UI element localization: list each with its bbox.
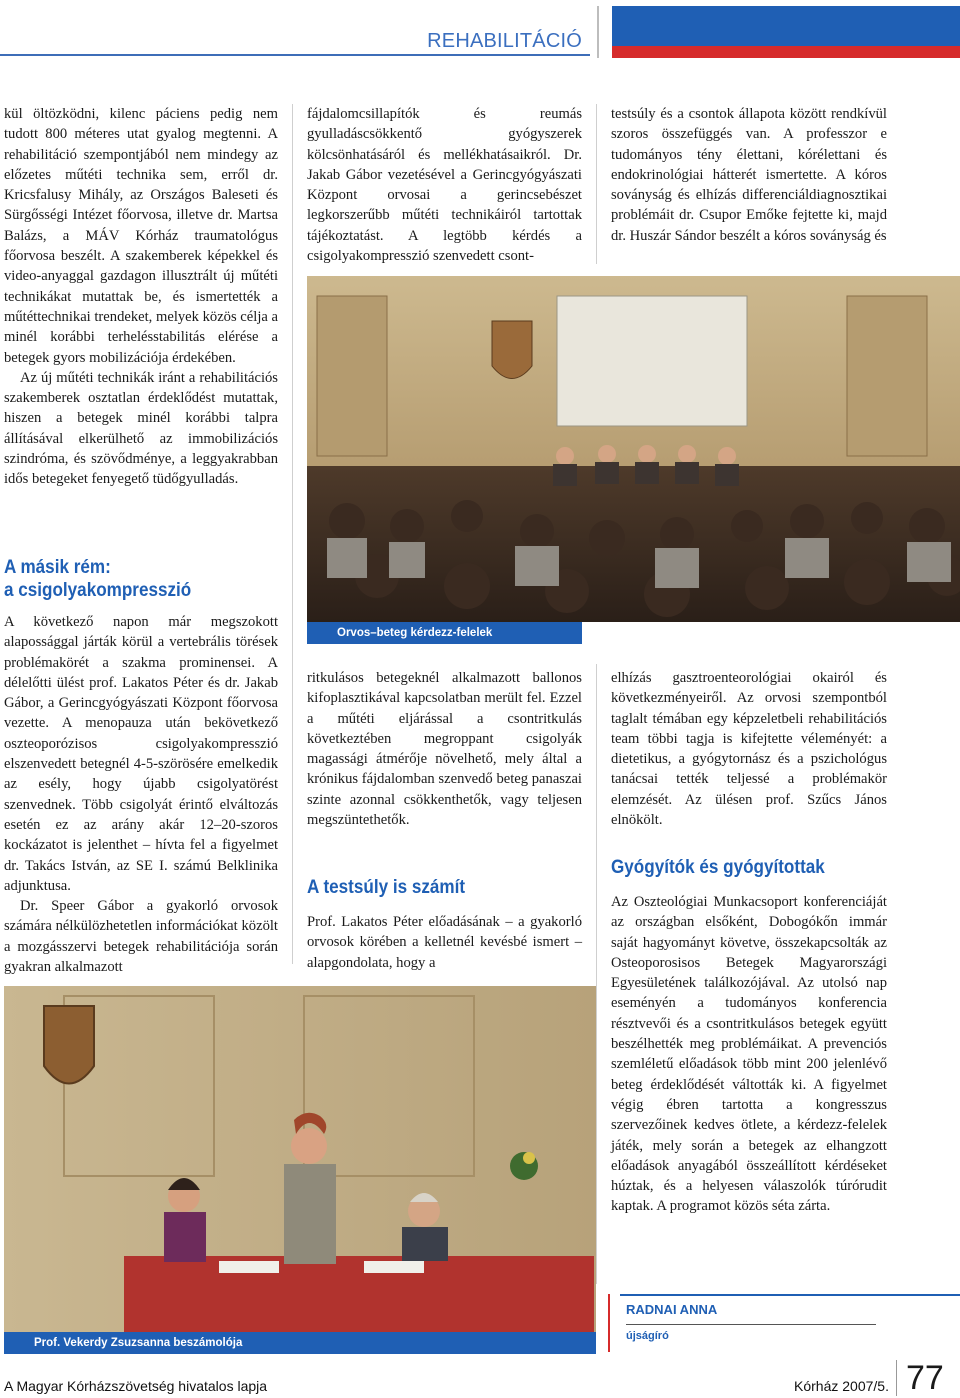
header-divider: [597, 6, 599, 58]
article-column-1-bottom: [4, 612, 278, 977]
paragraph: Prof. Lakatos Péter előadásának – a gyakorló orvosok körében a kelletnél kevésbé ismert – alapgondolata, hogy a: [307, 914, 582, 971]
paragraph: Dr. Speer Gábor a gyakorló orvosok számára nélkülözhetetlen információkat közölt a mozgásszervi betegek rehabilitációja során gyakran alkalmazott: [4, 898, 278, 976]
audience-photo-image: [307, 276, 960, 622]
paragraph: testsúly és a csontok állapota között rendkívül szoros összefüggés van. A professzor e tudományos tény élettani, kórélettani és endokrinológiai hátterét ismertette. A kóros soványság és elhízás differenciáldiagnosztikai problémáit dr. Csupor Emőke fejtette ki, majd dr. Huszár Sándor beszélt a kóros soványság és: [611, 106, 887, 244]
article-column-3-bottom: [611, 668, 887, 830]
paragraph: Az Oszteológiai Munkacsoport konferenciáját az országban elsőként, Dobogókőn immár saját hagyományt követve, összekapcsolták az Osteoporosisos Betegek Magyarországi Egyesületének találkozójával. Az utolsó nap eseményén a tudományos konferencia résztvevői és a csontritkulásos betegek együtt beszélhették meg problémáikat. A prevenciós szemléletű előadások több mint 200 jelenlévő beteg érdeklődését váltották ki. A figyelmet végig ébren tartotta a kongresszus szervezőinek kedves ötlete, a kérdezz-felelek játék, mely során a betegek az elhangzott előadások anyagából összeállított kérdéseket húztak, és a helyesen válaszolók túrórudit kaptak. A programot közös séta zárta.: [611, 894, 887, 1215]
page-number: 77: [906, 1359, 944, 1397]
paragraph: ritkulásos betegeknél alkalmazott ballonos kifoplasztikával kapcsolatban merült fel. Ezzel a műtéti eljárással a csontritkulás következtében megroppant csigolyák magassági átmérője növelhető, mely által a krónikus fájdalomban szenvedő beteg panaszai szinte azonnal csökkenthetők, vagy teljesen megszüntethetők.: [307, 670, 582, 829]
paragraph: fájdalomcsillapítók és reumás gyulladáscsökkentő gyógyszerek kölcsönhatásáról és mellékhatásaikról. Dr. Jakab Gábor vezetésével a Gerincgyógyászati Központ orvosai a gerincsebészet legkorszerűbb műtéti technikáiról tartottak tájékoztatást. A legtöbb kérdés a csigolyakompresszió szenvedett csont-: [307, 106, 582, 265]
paragraph: A következő napon már megszokott alapossággal járták körül a vertebrális törések problémakörét a szakma prominensei. A délelőtti ülést prof. Lakatos Péter és dr. Jakab Gábor, a Gerincgyógyászati Központ főorvosa vezette. A menopauza után bekövetkező oszteoporózisos csigolyakompresszió elszenvedett betegnél 4-5-szörösére emelkedik az esély, hogy újabb csigolyatörést szenvednek. Több csigolyát érintő elváltozás esetén ez az arány akár 12–20-szoros kockázatot is jelenthet – hívta fel a figyelmet dr. Takács István, az SE I. számú Belklinika adjunktusa.: [4, 614, 278, 894]
subheading-masik-rem: [4, 556, 274, 602]
header-rule: [0, 54, 590, 56]
column-rule: [596, 664, 597, 1284]
paragraph: elhízás gasztroenteorológiai okairól és következményeiről. Az orvosi szempontból taglalt témában egy képzeletbeli rehabilitációs team többi tagja is kifejtette véleményét: a dietetikus, a gyógytornász és a pszichológus tanácsai tették teljessé a problémakör elemzését. Az ülésen prof. Szűcs János elnökölt.: [611, 670, 887, 829]
header-blue-block: [612, 6, 960, 46]
author-name: RADNAI ANNA: [626, 1302, 718, 1317]
article-column-2-end: [307, 912, 582, 973]
column-rule: [596, 104, 597, 264]
section-title: REHABILITÁCIÓ: [427, 30, 582, 52]
speaker-photo: [4, 986, 596, 1332]
speaker-photo-image: [4, 986, 596, 1332]
author-role: újságíró: [626, 1330, 669, 1342]
photo-caption: Prof. Vekerdy Zsuzsanna beszámolója: [4, 1332, 596, 1354]
article-column-3-end: [611, 892, 887, 1217]
author-underline: [626, 1324, 876, 1325]
subheading-testsuly: A testsúly is számít: [307, 877, 466, 898]
footer-issue: Kórház 2007/5.: [794, 1378, 889, 1394]
photo-caption: Orvos–beteg kérdezz-felelek: [307, 622, 582, 644]
subheading-gyogyitok: Gyógyítók és gyógyítottak: [611, 857, 825, 878]
article-column-1-top: [4, 104, 278, 490]
footer-divider: [896, 1360, 897, 1396]
article-column-2-bottom: [307, 668, 582, 830]
article-column-2-top: [307, 104, 582, 266]
column-rule: [292, 104, 293, 964]
paragraph: kül öltözködni, kilenc páciens pedig nem tudott 800 méteres utat gyalog megtenni. A rehabilitáció szempontjából nem mindegy az előzetes műtéti technika sem, erről dr. Kricsfalusy Mihály, az Országos Baleseti és Sürgősségi Intézet főorvosa, illetve dr. Martsa Balázs, a MÁV Kórház traumatológus főorvosa beszélt. A szakemberek képekkel és video-anyaggal gazdagon illusztrált új műtéti technikákat mutattak be, és ismertették a műtéttechnikai trendeket, melyek közös célja a minél korábbi terhelésstabilitás elérése a betegek gyors mobilizációja érdekében.: [4, 106, 278, 366]
header-red-block: [612, 46, 960, 58]
footer-publication: A Magyar Kórházszövetség hivatalos lapja: [4, 1378, 268, 1394]
audience-photo: [307, 276, 960, 622]
subheading-line: A másik rém:: [4, 557, 111, 578]
paragraph: Az új műtéti technikák iránt a rehabilitációs szakemberek osztatlan érdeklődést mutattak, hiszen a betegek minél korábbi talpra állításával elkerülhető az immobilizációs szindróma, és szövődménye, a leggyakrabban idős betegeket fenyegető tüdőgyulladás.: [4, 369, 278, 488]
article-column-3-top: [611, 104, 887, 246]
subheading-line: a csigolyakompresszió: [4, 580, 192, 601]
